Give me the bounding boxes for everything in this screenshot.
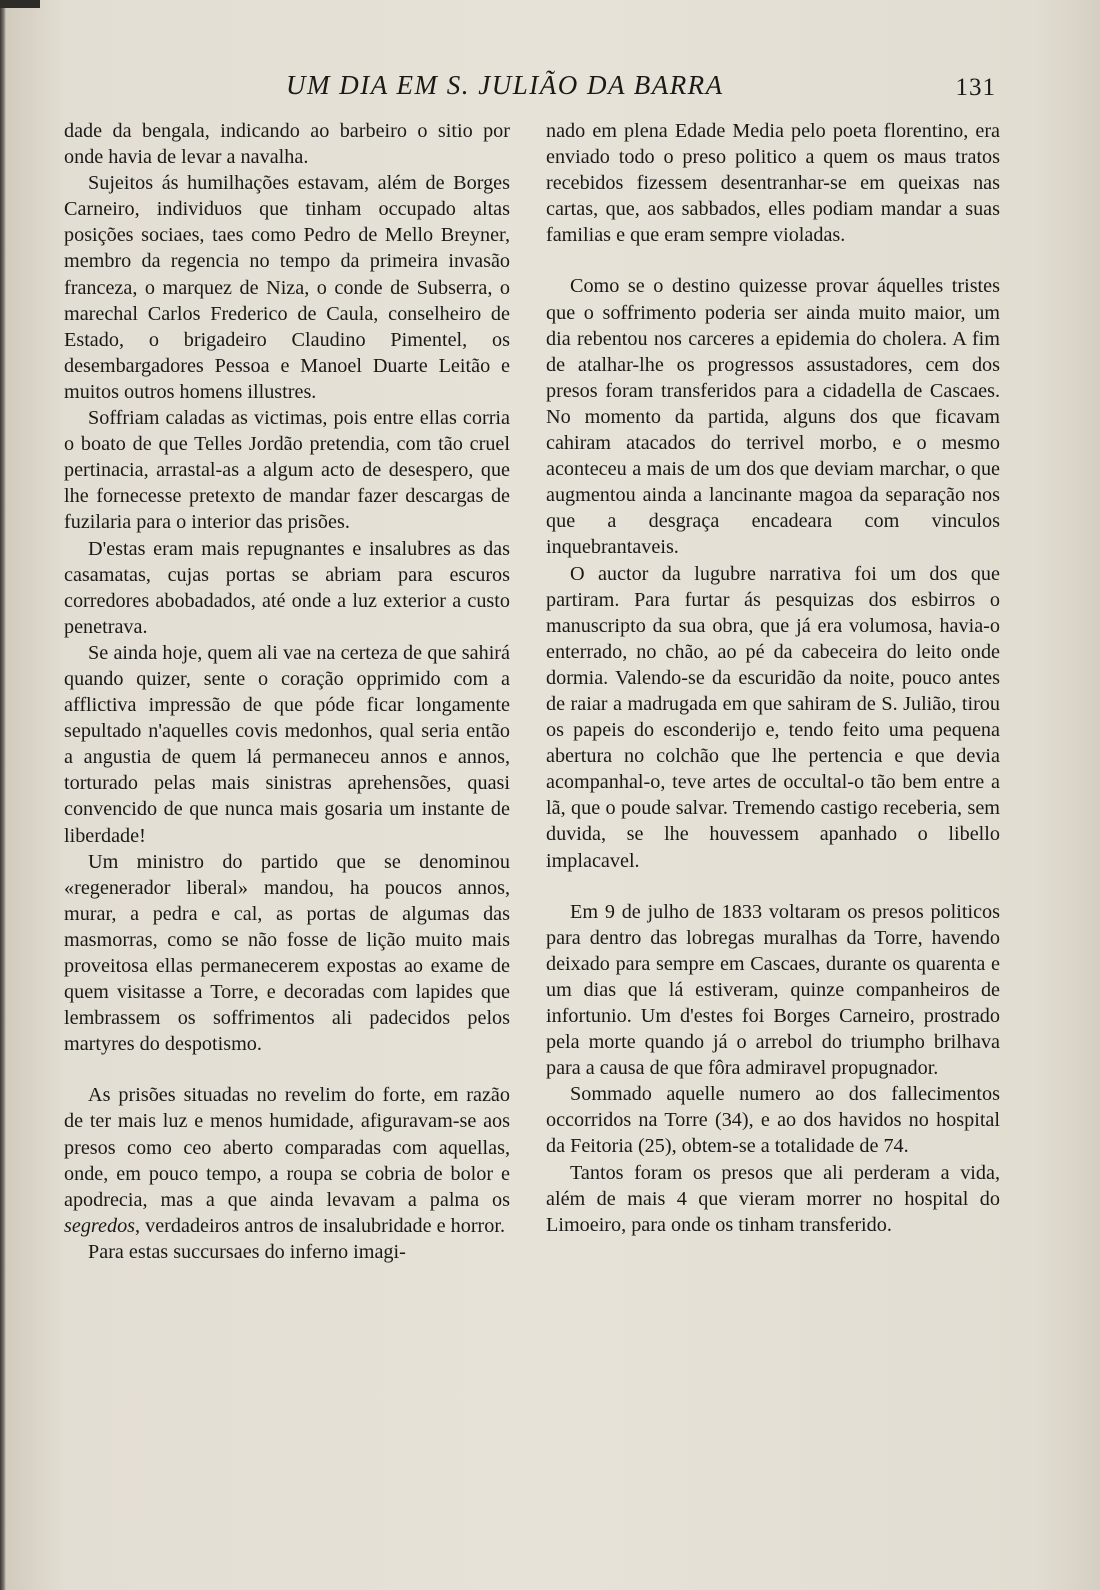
paragraph [64,1082,510,1239]
paragraph: D'estas eram mais repugnantes e insalubres as das casamatas, cujas portas se abriam para escuros corredores abobadados, até onde a luz exterior a custo penetrava. [64,537,510,638]
paragraph: Para estas succursaes do inferno imagi- [88,1240,406,1263]
paragraph: dade da bengala, indicando ao barbeiro o sitio por onde havia de levar a navalha. [64,120,510,169]
running-title: UM DIA EM S. JULIÃO DA BARRA [286,70,724,100]
paragraph: Como se o destino quizesse provar áquelles tristes que o soffrimento poderia ser ainda muito maior, um dia rebentou nos carceres a epidemia do cholera. A fim de atalhar-lhe os progressos assustadores, cem dos presos foram transferidos para a cidadella de Cascaes. No momento da partida, alguns dos que ficavam cahiram atacados do terrivel morbo, e o mesmo aconteceu a mais de um dos que deviam marchar, o que augmentou ainda a lancinante magoa da separação nos que a desgraça encadeara com vinculos inquebrantaveis. [546,275,1000,559]
paragraph: Tantos foram os presos que ali perderam a vida, além de mais 4 que vieram morrer no hospital do Limoeiro, para onde os tinham transferido. [546,1161,1000,1236]
page-number: 131 [955,74,996,101]
page-binding-edge [0,0,6,1590]
paragraph: O auctor da lugubre narrativa foi um dos que partiram. Para furtar ás pesquizas dos esbirros o manuscripto da sua obra, que já era volumosa, havia-o enterrado, no chão, ao pé da cabeceira do leito onde dormia. Valendo-se da escuridão da noite, pouco antes de raiar a madrugada em que sahiram de S. Julião, tirou os papeis do esconderijo e, tendo feito uma pequena abertura no colchão que lhe pertencia e que devia acompanhal-o, teve artes de occultal-o tão bem entre a lã, que o poude salvar. Tremendo castigo receberia, sem duvida, se lhe houvessem apanhado o libello implacavel. [546,562,1000,872]
paragraph: Sommado aquelle numero ao dos fallecimentos occorridos na Torre (34), e ao dos havidos no hospital da Feitoria (25), obtem-se a totalidade de 74. [546,1083,1000,1158]
paragraph: Se ainda hoje, quem ali vae na certeza de que sahirá quando quizer, sente o coração opprimido com a afflictiva impressão de que póde ficar longamente sepultado n'aquelles covis medonhos, qual seria então a angustia de quem lá permaneceu annos e annos, torturado pelas mais sinistras aprehensões, quasi convencido de que nunca mais gosaria um instante de liberdade! [64,641,510,847]
paragraph: Sujeitos ás humilhações estavam, além de Borges Carneiro, individuos que tinham occupado altas posições sociaes, taes como Pedro de Mello Breyner, membro da regencia no tempo da primeira invasão franceza, o marquez de Niza, o conde de Subserra, o marechal Carlos Frederico de Caula, conselheiro de Estado, o brigadeiro Claudino Pimentel, os desembargadores Pessoa e Manoel Duarte Leitão e muitos outros homens illustres. [64,172,510,403]
paragraph: nado em plena Edade Media pelo poeta florentino, era enviado todo o preso politico a quem os maus tratos recebidos fizessem desentranhar-se em queixas nas cartas, que, aos sabbados, elles podiam mandar a suas familias e que eram sempre violadas. [546,120,1000,247]
paragraph-text: , verdadeiros antros de insalubridade e horror. [135,1214,506,1237]
left-column [64,118,510,1265]
paragraph: Soffriam caladas as victimas, pois entre ellas corria o boato de que Telles Jordão pretendia, com tão cruel pertinacia, arrastal-as a algum acto de desespero, que lhe fornecesse pretexto de mandar fazer descargas de fuzilaria para o interior das prisões. [64,407,510,534]
paragraph: Em 9 de julho de 1833 voltaram os presos politicos para dentro das lobregas muralhas da Torre, havendo deixado para sempre em Cascaes, durante os quarenta e um dias que lá estiveram, quinze companheiros de infortunio. Um d'estes foi Borges Carneiro, prostrado pela morte quando já o arrebol do triumpho brilhava para a causa de que fôra admiravel propugnador. [546,900,1000,1080]
italic-term: segredos [64,1214,136,1237]
paragraph-text: As prisões situadas no revelim do forte, em razão de ter mais luz e menos humidade, afiguravam-se aos presos como ceo aberto comparadas com aquellas, onde, em pouco tempo, a roupa se cobria de bolor e apodrecia, mas a que ainda levavam a palma os [64,1084,510,1211]
paragraph: Um ministro do partido que se denominou «regenerador liberal» mandou, ha poucos annos, murar, a pedra e cal, as portas de algumas das masmorras, como se não fosse de lição muito mais proveitosa ellas permanecerem expostas ao exame de quem visitasse a Torre, e decoradas com lapides que lembrassem os soffrimentos ali padecidos pelos martyres do despotismo. [64,850,510,1056]
right-column [546,118,1000,1238]
running-header [60,64,1050,108]
page-corner-shadow [0,0,40,8]
